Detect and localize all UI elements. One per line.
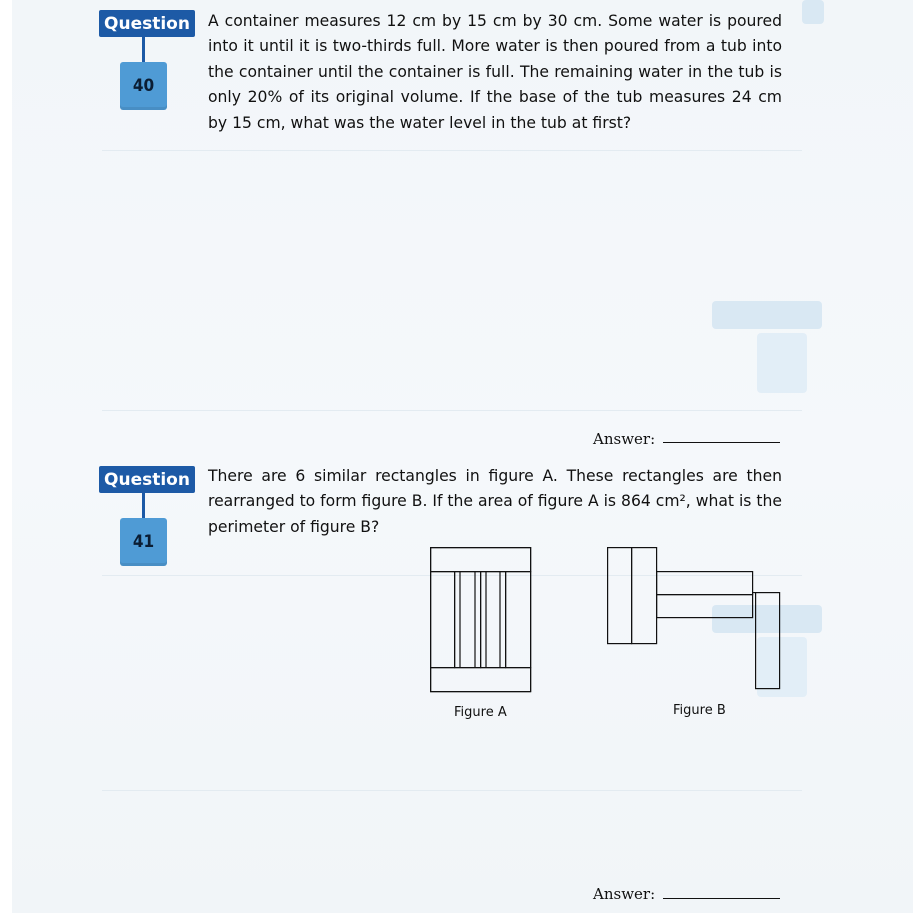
badge-hook — [142, 493, 145, 519]
question-text: A container measures 12 cm by 15 cm by 30 cm. Some water is poured into it until it is two-thirds full. More water is then poured from a tub into the container until the container is full. The remaining water in the tub is only 20% of its original volume. If the base of the tub measures 24 cm by 15 cm, what was the water level in the tub at first? — [208, 12, 782, 132]
answer-label: Answer: — [593, 885, 656, 903]
answer-field[interactable] — [663, 442, 780, 443]
question-badge: Question — [99, 10, 195, 37]
figure-b-rect-vertical — [756, 593, 780, 689]
figure-a — [430, 547, 532, 693]
figure-b-rect-horizontal-2 — [657, 595, 753, 618]
bleed-through-line — [102, 150, 802, 151]
bleed-through-badge — [712, 301, 822, 329]
question-text: There are 6 similar rectangles in figure A. These rectangles are then rearranged to form figure B. If the area of figure A is 864 cm², what is the perimeter of figure B? — [208, 467, 782, 536]
figure-b-rect-horizontal-1 — [657, 572, 753, 595]
question-number: 40 — [120, 62, 167, 110]
worksheet-page — [12, 0, 913, 913]
bleed-through-line — [102, 410, 802, 411]
figure-a-rect-mid-1 — [455, 572, 481, 668]
answer-field[interactable] — [663, 898, 780, 899]
bleed-through-badge — [757, 333, 807, 393]
bleed-through-badge — [802, 0, 824, 24]
figure-a-rect-mid-2 — [481, 572, 506, 668]
question-badge: Question — [99, 466, 195, 493]
figure-b — [607, 547, 782, 692]
figure-b-rect-left-1 — [608, 548, 632, 644]
figure-a-rect-right — [506, 572, 531, 668]
figure-a-rect-bottom — [431, 668, 531, 692]
badge-hook — [142, 37, 145, 63]
bleed-through-line — [102, 790, 802, 791]
figure-a-rect-top — [431, 548, 531, 572]
question-number: 41 — [120, 518, 167, 566]
figure-b-caption: Figure B — [673, 703, 726, 718]
figure-a-rect-left — [431, 572, 455, 668]
figure-b-rect-left-2 — [632, 548, 657, 644]
answer-label: Answer: — [593, 430, 656, 448]
figure-a-caption: Figure A — [454, 705, 507, 720]
